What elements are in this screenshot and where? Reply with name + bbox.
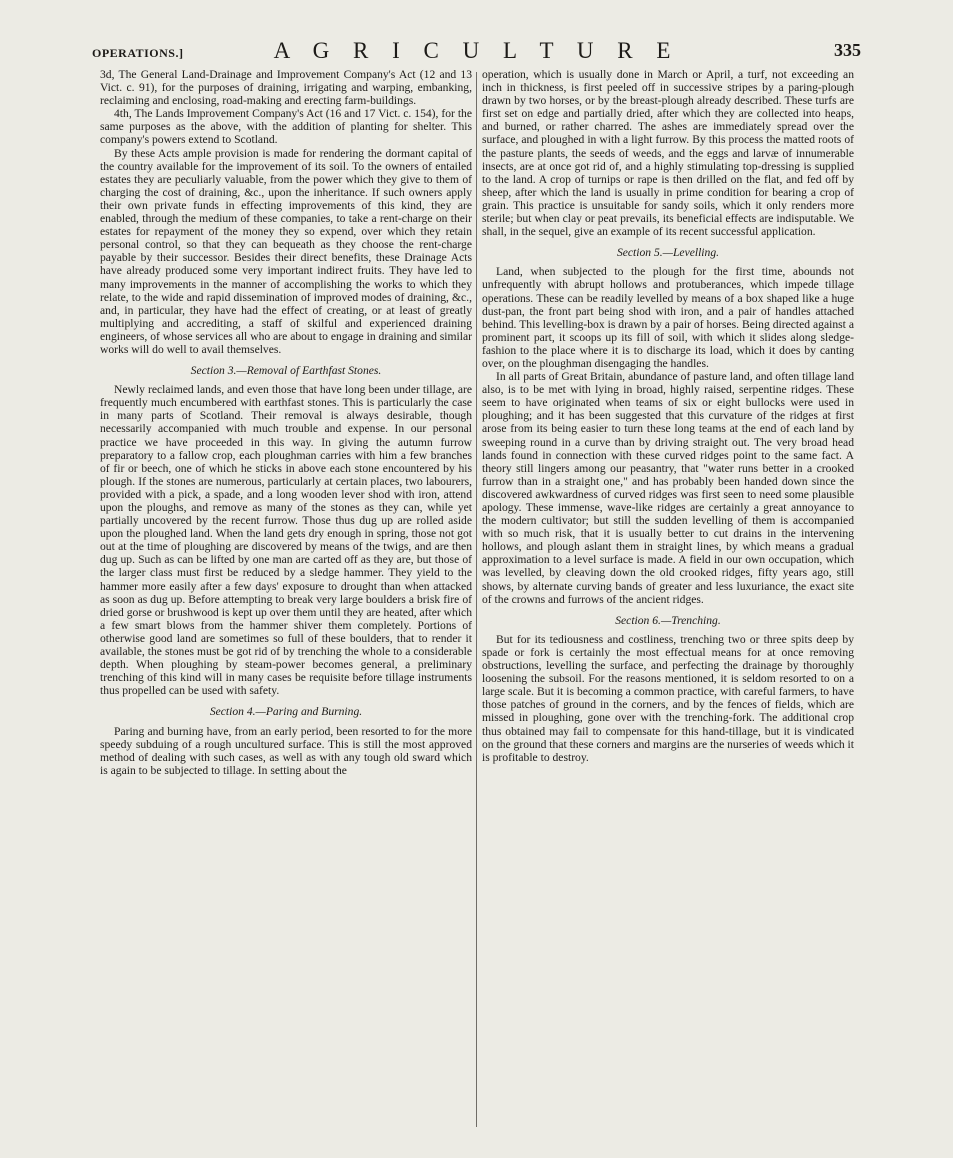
paragraph: Newly reclaimed lands, and even those that have long been under tillage, are frequently much encumbered with earthfast stones. This is particularly the case in many parts of Scotland. Their removal is always desirable, though necessarily accompanied with much trouble and expense. In our personal practice we have proceeded in this way. In giving the autumn furrow preparatory to a fallow crop, each ploughman carries with him a few branches of fir or beech, one of which he sticks in above each stone encountered by his plough. If the stones are numerous, particularly at certain places, two labourers, provided with a pick, a spade, and a long wooden lever shod with iron, attend upon the ploughs, and remove as many of the stones as they can, while yet partially uncovered by the recent furrow. Those thus dug up are rolled aside upon the ploughed land. When the land gets dry enough in spring, those not got out at the time of ploughing are discovered by means of the twigs, and are then dug up. Such as can be lifted by one man are carted off as they are, but those of the larger class must first be reduced by a sledge hammer. They yield to the hammer more easily after a few days' exposure to drought than when attacked as soon as dug up. Before attempting to break very large boulders a brisk fire of dried gorse or brushwood is kept up over them until they are heated, after which a few smart blows from the hammer shiver them completely. Portions of otherwise good land are sometimes so full of these boulders, that to render it available, the stones must be got rid of by trenching the whole to a considerable depth. When ploughing by steam-power becomes general, a preliminary trenching of this kind will in many cases be requisite before tillage instruments thus propelled can be used with safety. [100, 383, 472, 698]
section-heading: Section 4.—Paring and Burning. [209, 705, 363, 719]
section-label: OPERATIONS.] [92, 46, 184, 60]
section-heading: Section 3.—Removal of Earthfast Stones. [190, 364, 382, 378]
right-column [482, 68, 854, 764]
paragraph: 3d, The General Land-Drainage and Improvement Company's Act (12 and 13 Vict. c. 91), for the purposes of draining, irrigating and warping, embanking, reclaiming and enclosing, road-making and erecting farm-buildings. [100, 68, 472, 108]
paragraph: Land, when subjected to the plough for the first time, abounds not unfrequently with abrupt hollows and protuberances, which impede tillage operations. These can be readily levelled by means of a box shaped like a huge dust-pan, the front part being shod with iron, and a pair of handles attached behind. This levelling-box is drawn by a pair of horses. Being directed against a prominent part, it scoops up its fill of soil, with which it slides along sledge-fashion to the place where it is to discharge its load, which it does by canting over, on the ploughman disengaging the handles. [482, 265, 854, 370]
section-heading: Section 6.—Trenching. [615, 613, 721, 627]
paragraph: In all parts of Great Britain, abundance of pasture land, and often tillage land also, is to be met with lying in broad, highly raised, serpentine ridges. These seem to have originated when teams of six or eight bullocks were used in ploughing; and it has been suggested that this curvature of the ridges at first arose from its being easier to turn these long teams at the end of each land by sweeping round in a curve than by driving straight out. The very broad head lands found in connection with these curved ridges point to the same fact. A theory still lingers among our peasantry, that "water runs better in a crooked furrow than in a straight one," and has probably been handed down since the discovered awkwardness of curved ridges was first seen to need some plausible apology. These immense, wave-like ridges are certainly a great annoyance to the modern cultivator; but still the sudden levelling of them is accompanied with so much risk, that it is usually better to cut drains in the intervening hollows, and plough aslant them in straight lines, by which means a gradual approximation to a level surface is made. A field in our own occupation, which was levelled, by cleaving down the old crooked ridges, fifty years ago, still shows, by alternate curving bands of greater and less luxuriance, the exact site of the crowns and furrows of the ancient ridges. [482, 370, 854, 606]
paragraph: 4th, The Lands Improvement Company's Act (16 and 17 Vict. c. 154), for the same purposes as the above, with the addition of planting for shelter. This company's powers extend to Scotland. [100, 107, 472, 147]
paragraph: operation, which is usually done in March or April, a turf, not exceeding an inch in thickness, is first peeled off in successive stripes by a paring-plough drawn by two horses, or by the breast-plough already described. These turfs are first set on edge and partially dried, after which they are collected into heaps, and burned, or rather charred. The ashes are immediately spread over the surface, and ploughed in with a light furrow. By this process the matted roots of the pasture plants, the seeds of weeds, and the eggs and larvæ of innumerable insects, are at once got rid of, and a highly stimulating top-dressing is supplied to the land. A crop of turnips or rape is then drilled on the flat, and fed off by sheep, after which the land is usually in prime condition for bearing a crop of grain. This practice is unsuitable for sandy soils, which it only renders more sterile; but when clay or peat prevails, its beneficial effects are indisputable. We shall, in the sequel, give an example of its recent successful application. [482, 68, 854, 239]
page-title: A G R I C U L T U R E [273, 38, 680, 63]
section-heading: Section 5.—Levelling. [616, 246, 720, 260]
left-column [100, 68, 472, 777]
paragraph: Paring and burning have, from an early period, been resorted to for the more speedy subduing of a rough uncultured surface. This is still the most approved method of dealing with such cases, as well as with any tough old sward which is again to be subjected to tillage. In setting about the [100, 724, 472, 777]
paragraph: But for its tediousness and costliness, trenching two or three spits deep by spade or fork is certainly the most effectual means for at once removing obstructions, levelling the surface, and perfecting the drainage by thoroughly loosening the subsoil. For the reasons mentioned, it is seldom resorted to on a large scale. But it is becoming a common practice, with careful farmers, to have those patches of ground in the corners, and by the fences of fields, which are missed in ploughing, gone over with the trenching-fork. The additional crop thus obtained may fail to compensate for this hand-tillage, but it is vindicated on the ground that these corners and margins are the nurseries of weeds which it is profitable to destroy. [482, 632, 854, 764]
paragraph: By these Acts ample provision is made for rendering the dormant capital of the country available for the improvement of its soil. To the owners of entailed estates they are peculiarly valuable, from the power which they give to them of charging the cost of draining, &c., upon the inheritance. If such owners apply their own private funds in effecting improvements of this kind, they are enabled, through the medium of these companies, to take a rent-charge on their estates for repayment of the money they so expend, over which they retain personal control, so that they can bequeath as they choose the rent-charge payable by their successor. Besides their direct benefits, these Drainage Acts have already produced some very important indirect fruits. They have led to many improvements in the manner of accomplishing the works to which they relate, to the wide and rapid dissemination of improved modes of draining, &c., and, in particular, they have had the effect of creating, or at least of greatly multiplying and accrediting, a staff of skilful and experienced draining engineers, of whose services all who are about to engage in draining and similar works will do well to avail themselves. [100, 146, 472, 356]
column-divider [476, 72, 477, 1127]
page-number: 335 [834, 40, 861, 60]
running-header [92, 38, 861, 64]
